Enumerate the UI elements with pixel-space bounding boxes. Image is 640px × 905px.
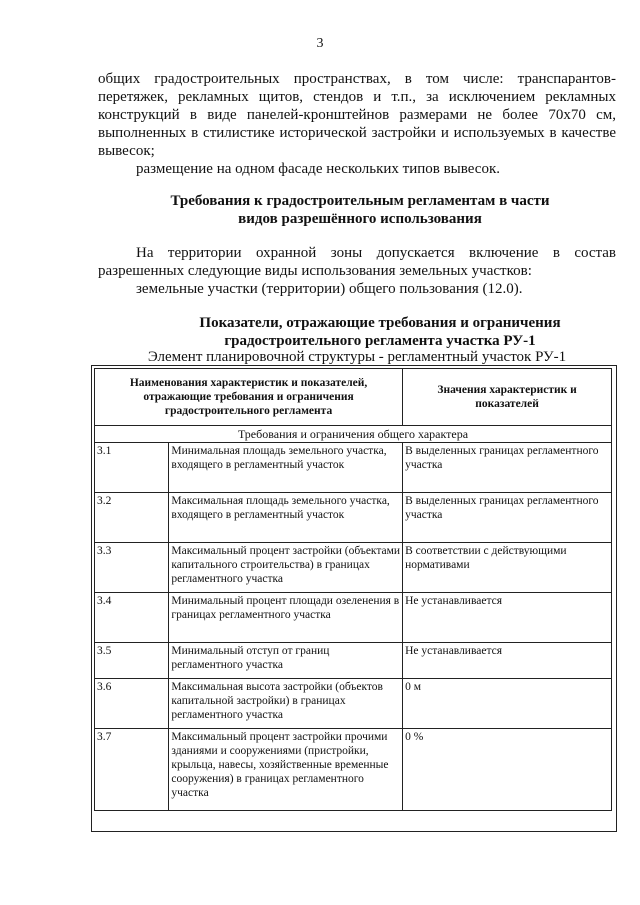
subheader-row xyxy=(95,426,612,443)
row-number: 3.4 xyxy=(95,593,169,643)
row-value: Не устанавливается xyxy=(403,643,612,679)
heading-indicators: Показатели, отражающие требования и ограничения градостроительного регламента участка РУ-1 xyxy=(199,315,561,349)
table-header-row xyxy=(95,369,612,426)
row-characteristic: Максимальная высота застройки (объектов капитальной застройки) в границах регламентного участка xyxy=(169,679,403,729)
table-row xyxy=(95,493,612,543)
paragraph-signage: размещение на одном фасаде нескольких типов вывесок. xyxy=(136,161,500,177)
paragraph-restrictions: общих градостроительных пространствах, в том числе: транспарантов-перетяжек, рекламных щитов, стендов и т.п., за исключением рекламных конструкций в виде панелей-кронштейнов размерами не более 70х70 см, выполненных в стилистике исторической застройки и используемых в качестве вывесок; xyxy=(98,71,616,159)
row-number: 3.1 xyxy=(95,443,169,493)
header-characteristics: Наименования характеристик и показателей, отражающие требования и ограничения градостроительного регламента xyxy=(95,369,403,426)
paragraph-protection-zone: На территории охранной зоны допускается включение в состав разрешенных следующие виды использования земельных участков: xyxy=(98,245,616,279)
table-row xyxy=(95,593,612,643)
heading-permitted-use: Требования к градостроительным регламентам в части видов разрешённого использования xyxy=(170,193,550,227)
row-value: В соответствии с действующими нормативами xyxy=(403,543,612,593)
table-row xyxy=(95,543,612,593)
table-row xyxy=(95,729,612,811)
subheader-general-requirements: Требования и ограничения общего характера xyxy=(95,426,612,443)
table-row xyxy=(95,443,612,493)
table-row xyxy=(95,643,612,679)
table-row xyxy=(95,679,612,729)
paragraph-public-land: земельные участки (территории) общего пользования (12.0). xyxy=(136,281,523,297)
row-number: 3.5 xyxy=(95,643,169,679)
planning-element-line: Элемент планировочной структуры - регламентный участок РУ-1 xyxy=(147,349,567,365)
row-characteristic: Максимальная площадь земельного участка, входящего в регламентный участок xyxy=(169,493,403,543)
row-characteristic: Минимальная площадь земельного участка, входящего в регламентный участок xyxy=(169,443,403,493)
row-number: 3.6 xyxy=(95,679,169,729)
row-number: 3.3 xyxy=(95,543,169,593)
row-value: Не устанавливается xyxy=(403,593,612,643)
row-value: 0 м xyxy=(403,679,612,729)
row-characteristic: Максимальный процент застройки прочими зданиями и сооружениями (пристройки, крыльца, навесы, хозяйственные временные сооружения) в границах регламентного участка xyxy=(169,729,403,811)
row-characteristic: Максимальный процент застройки (объектами капитального строительства) в границах регламентного участка xyxy=(169,543,403,593)
row-characteristic: Минимальный отступ от границ регламентного участка xyxy=(169,643,403,679)
row-value: В выделенных границах регламентного участка xyxy=(403,493,612,543)
header-values: Значения характеристик и показателей xyxy=(403,369,612,426)
row-value: В выделенных границах регламентного участка xyxy=(403,443,612,493)
row-number: 3.2 xyxy=(95,493,169,543)
row-value: 0 % xyxy=(403,729,612,811)
row-characteristic: Минимальный процент площади озеленения в границах регламентного участка xyxy=(169,593,403,643)
regulation-table xyxy=(94,368,612,811)
page-number: 3 xyxy=(316,36,324,51)
row-number: 3.7 xyxy=(95,729,169,811)
